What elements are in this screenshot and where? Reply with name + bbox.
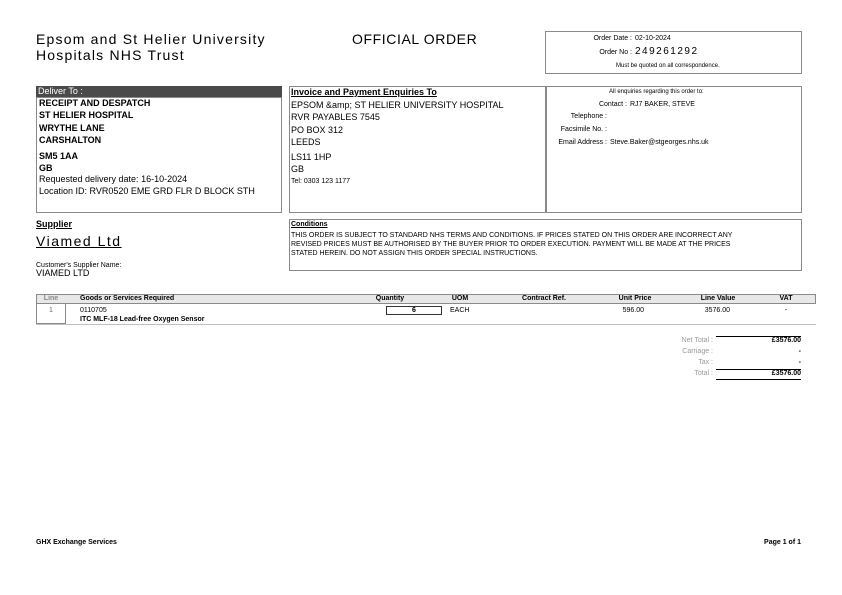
telephone-label: Telephone : [570, 113, 607, 120]
conditions-line2: REVISED PRICES MUST BE AUTHORISED BY THE BUYER PRIOR TO ORDER EXECUTION. PAYMENT WILL BE MADE AT THE PRICES [291, 241, 731, 248]
email-label: Email Address : [558, 139, 607, 146]
header-quantity: Quantity [375, 295, 405, 302]
deliver-line4: CARSHALTON [39, 135, 102, 145]
invoice-country: GB [291, 164, 305, 174]
row-uom: EACH [450, 307, 470, 314]
deliver-line3: WRYTHE LANE [39, 123, 105, 133]
trust-name [36, 31, 266, 63]
invoice-heading: Invoice and Payment Enquiries To [291, 87, 437, 97]
order-info-box [545, 31, 802, 74]
order-lines-table [36, 294, 816, 331]
conditions-heading: Conditions [291, 221, 328, 228]
requested-delivery-date: Requested delivery date: 16-10-2024 [39, 174, 188, 184]
carriage-value: - [798, 348, 801, 355]
order-date-value: 02-10-2024 [635, 35, 671, 42]
header-vat: VAT [779, 295, 793, 302]
page-number: Page 1 of 1 [764, 539, 801, 546]
invoice-line2: RVR PAYABLES 7545 [291, 112, 380, 122]
carriage-label: Carriage : [682, 348, 713, 355]
total-label: Total : [694, 370, 713, 377]
total-bottom-rule [716, 379, 801, 380]
deliver-heading-bar [36, 86, 282, 97]
header-line: Line [43, 295, 59, 302]
net-total-label: Net Total : [681, 337, 713, 344]
trust-name-line1: Epsom and St Helier University [36, 31, 266, 47]
invoice-postcode: LS11 1HP [291, 152, 332, 162]
footer-left: GHX Exchange Services [36, 539, 117, 546]
conditions-box [289, 219, 802, 271]
conditions-line1: THIS ORDER IS SUBJECT TO STANDARD NHS TERMS AND CONDITIONS. IF PRICES STATED ON THIS ORDER ARE INCORRECT ANY [291, 232, 733, 239]
deliver-box [36, 97, 282, 213]
contact-label: Contact : [598, 101, 627, 108]
tax-label: Tax : [698, 359, 713, 366]
quote-note: Must be quoted on all correspondence. [616, 63, 720, 69]
header-goods: Goods or Services Required [80, 295, 175, 302]
trust-name-line2: Hospitals NHS Trust [36, 47, 185, 63]
supplier-name: Viamed Ltd [36, 233, 122, 249]
header-unit-price: Unit Price [618, 295, 652, 302]
customer-supplier-value: VIAMED LTD [36, 268, 90, 278]
deliver-line1: RECEIPT AND DESPATCH [39, 98, 151, 108]
invoice-line4: LEEDS [291, 137, 321, 147]
row-vat: - [784, 307, 788, 314]
header-contract: Contract Ref. [522, 295, 566, 302]
row-quantity: 6 [412, 307, 416, 314]
supplier-heading: Supplier [36, 219, 73, 229]
net-total-value: £3576.00 [771, 337, 801, 344]
row-item-code: 0110705 [80, 307, 107, 314]
row-quantity-box [386, 306, 442, 315]
row-divider [36, 324, 816, 325]
customer-supplier-label: Customer's Supplier Name: [36, 262, 122, 269]
header-uom: UOM [451, 295, 469, 302]
total-value: £3576.00 [771, 370, 801, 377]
deliver-country: GB [39, 163, 53, 173]
row-line-value: 3576.00 [704, 307, 730, 314]
document-title: OFFICIAL ORDER [352, 31, 478, 47]
row-unit-price: 596.00 [622, 307, 644, 314]
header-line-value: Line Value [700, 295, 736, 302]
email-value[interactable]: Steve.Baker@stgeorges.nhs.uk [610, 139, 709, 146]
row-line-number: 1 [49, 307, 53, 314]
enquiries-note: All enquiries regarding this order to: [609, 89, 704, 95]
deliver-line2: ST HELIER HOSPITAL [39, 110, 134, 120]
order-no-label: Order No : [599, 49, 632, 56]
order-date-label: Order Date : [593, 35, 632, 42]
order-no-value: 249261292 [635, 46, 699, 57]
row-item-description: ITC MLF-18 Lead-free Oxygen Sensor [80, 316, 205, 323]
tax-value: - [798, 359, 801, 366]
fax-label: Facsimile No. : [560, 126, 607, 133]
invoice-tel: Tel: 0303 123 1177 [291, 178, 351, 185]
location-id: Location ID: RVR0520 EME GRD FLR D BLOCK STH [39, 186, 255, 196]
conditions-line3: STATED HEREIN. DO NOT ASSIGN THIS ORDER SPECIAL INSTRUCTIONS. [291, 250, 538, 257]
contact-value: RJ7 BAKER, STEVE [630, 101, 695, 108]
invoice-line1: EPSOM &amp; ST HELIER UNIVERSITY HOSPITAL [291, 100, 504, 110]
invoice-box [289, 86, 546, 213]
deliver-postcode: SM5 1AA [39, 151, 79, 161]
deliver-heading: Deliver To : [38, 86, 83, 96]
invoice-line3: PO BOX 312 [291, 125, 344, 135]
contact-box [546, 86, 802, 213]
